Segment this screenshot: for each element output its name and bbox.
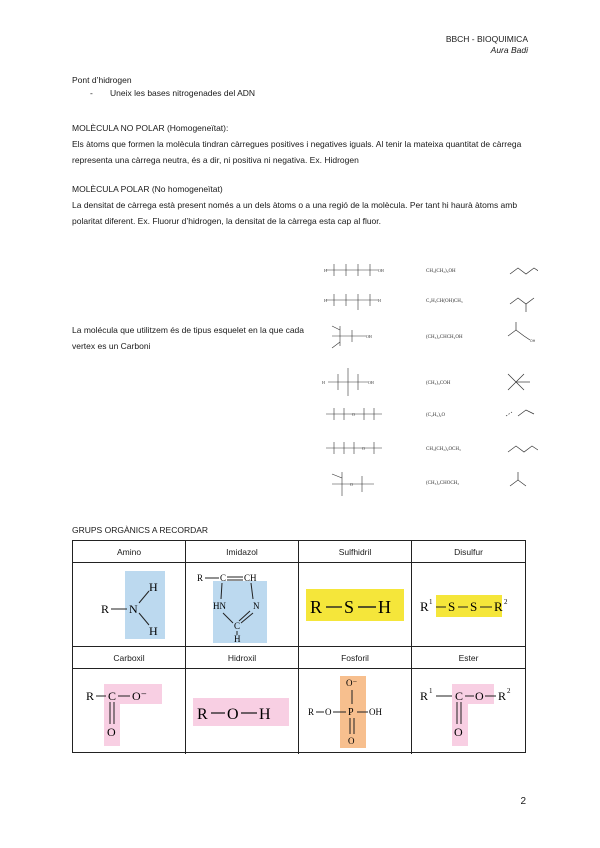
svg-text:OH: OH xyxy=(366,334,372,339)
header-ester: Ester xyxy=(412,647,525,669)
imidazol-ch: CH xyxy=(244,572,257,583)
amino-h-bottom: H xyxy=(149,623,158,638)
disulfur-s1: S xyxy=(447,598,455,614)
svg-text:H: H xyxy=(324,298,327,303)
hidroxil-h: H xyxy=(259,705,271,723)
imidazol-c: C xyxy=(220,572,227,583)
organic-groups-table xyxy=(72,540,526,753)
hydrogen-bridge-bullet: Uneix les bases nitrogenades del ADN xyxy=(110,88,256,98)
fosforil-ominus: O⁻ xyxy=(346,677,358,688)
amino-h-top: H xyxy=(149,579,158,594)
svg-text:H: H xyxy=(324,268,327,273)
svg-text:O: O xyxy=(362,446,365,451)
groups-title: GRUPS ORGÀNICS A RECORDAR xyxy=(72,525,209,535)
fosforil-p: P xyxy=(348,706,354,718)
svg-text:OH: OH xyxy=(368,380,374,385)
formula-5: (C₂H₅)₂O xyxy=(426,413,446,418)
formula-2: C₂H₅CH(OH)CH₃ xyxy=(426,299,463,304)
fosforil-r: R xyxy=(308,706,315,717)
imidazol-r: R xyxy=(197,572,204,583)
ester-sup2: 2 xyxy=(506,686,510,695)
header-fosforil: Fosforil xyxy=(299,647,412,669)
fosforil-o1: O xyxy=(325,706,332,717)
carboxil-r: R xyxy=(86,688,95,703)
imidazol-structure xyxy=(186,563,299,647)
polar-heading: MOLÈCULA POLAR (No homogeneïtat) xyxy=(72,184,223,194)
disulfur-sup2: 2 xyxy=(503,597,507,606)
header-hidroxil: Hidroxil xyxy=(186,647,299,669)
condensed-formulas xyxy=(426,269,463,486)
sulfhidril-structure xyxy=(299,563,412,647)
sulfhidril-h: H xyxy=(378,596,391,617)
svg-text:H: H xyxy=(322,380,325,385)
formula-6: CH₃(CH₂)₂OCH₃ xyxy=(426,447,461,452)
carboxil-ominus: O⁻ xyxy=(132,688,147,703)
ester-r1: R xyxy=(419,688,428,703)
molecule-structures-figure xyxy=(318,256,538,496)
imidazol-n: N xyxy=(253,600,260,611)
sulfhidril-s: S xyxy=(344,596,355,617)
skeletal-formulas xyxy=(506,268,538,486)
imidazol-hn: HN xyxy=(213,600,226,611)
disulfur-r2: R xyxy=(493,598,503,614)
ester-structure xyxy=(412,669,525,754)
hidroxil-o: O xyxy=(227,705,239,723)
carboxil-o: O xyxy=(107,724,116,739)
amino-r: R xyxy=(101,601,110,616)
ester-sup1: 1 xyxy=(428,686,432,695)
nonpolar-heading: MOLÈCULA NO POLAR (Homogeneïtat): xyxy=(72,123,229,133)
skeleton-note: La molécula que utilitzem és de tipus esquelet en la que cada vertex es un Carboni xyxy=(72,325,305,351)
page-number: 2 xyxy=(520,796,526,807)
header-amino: Amino xyxy=(73,541,186,563)
header-imidazol: Imidazol xyxy=(186,541,299,563)
hydrogen-bridge-title: Pont d’hidrogen xyxy=(72,75,132,85)
svg-text:O: O xyxy=(350,482,353,487)
sulfhidril-r: R xyxy=(310,596,323,617)
formula-7: (CH₃)₂CHOCH₃ xyxy=(426,481,460,486)
svg-text:OH: OH xyxy=(378,268,384,273)
ester-r2: R xyxy=(497,688,506,703)
carboxil-structure xyxy=(73,669,186,754)
author-name: Aura Badi xyxy=(490,45,528,55)
disulfur-r1: R xyxy=(419,598,429,614)
fosforil-structure xyxy=(299,669,412,754)
fosforil-oh: OH xyxy=(369,706,382,717)
disulfur-s2: S xyxy=(469,598,477,614)
disulfur-highlight xyxy=(436,595,502,617)
nonpolar-text: Els àtoms que formen la molècula tindran càrregues positives i negatives iguals. Al tenir la mateixa quantitat de càrrega representa una càrrega neutra, és a dir, ni positiva ni negativa. Ex. Hidrogen xyxy=(72,139,522,165)
formula-4: (CH₃)₃COH xyxy=(426,381,451,386)
svg-text:H: H xyxy=(378,298,381,303)
imidazol-c2: C xyxy=(234,620,241,631)
imidazol-h: H xyxy=(234,633,241,644)
ester-o2: O xyxy=(453,724,463,739)
formula-1: CH₃(CH₂)₃OH xyxy=(426,269,456,274)
polar-text: La densitat de càrrega està present només a un dels àtoms o a una regió de la molècula. Per tant hi haurà àtoms amb polaritat diferent. Ex. Fluorur d’hidrogen, la densitat de la càrrega esta cap al fluor. xyxy=(72,200,518,226)
svg-text:O: O xyxy=(352,412,355,417)
disulfur-sup1: 1 xyxy=(428,597,432,606)
header-sulfhidril: Sulfhidril xyxy=(299,541,412,563)
carboxil-c: C xyxy=(108,688,117,703)
fosforil-o2: O xyxy=(348,735,355,746)
bullet-marker: - xyxy=(90,88,93,98)
ester-o1: O xyxy=(474,688,484,703)
formula-3: (CH₃)₂CHCH₂OH xyxy=(426,335,463,340)
page-header xyxy=(446,34,528,56)
ester-c: C xyxy=(454,688,463,703)
course-title: BBCH - BIOQUIMICA xyxy=(445,34,528,44)
amino-structure xyxy=(73,563,186,647)
amino-n: N xyxy=(129,601,138,616)
disulfur-structure xyxy=(412,563,525,647)
header-disulfur: Disulfur xyxy=(412,541,525,563)
hidroxil-r: R xyxy=(197,705,208,723)
hidroxil-structure xyxy=(186,669,299,754)
header-carboxil: Carboxil xyxy=(73,647,186,669)
oh-label: OH xyxy=(530,339,536,343)
